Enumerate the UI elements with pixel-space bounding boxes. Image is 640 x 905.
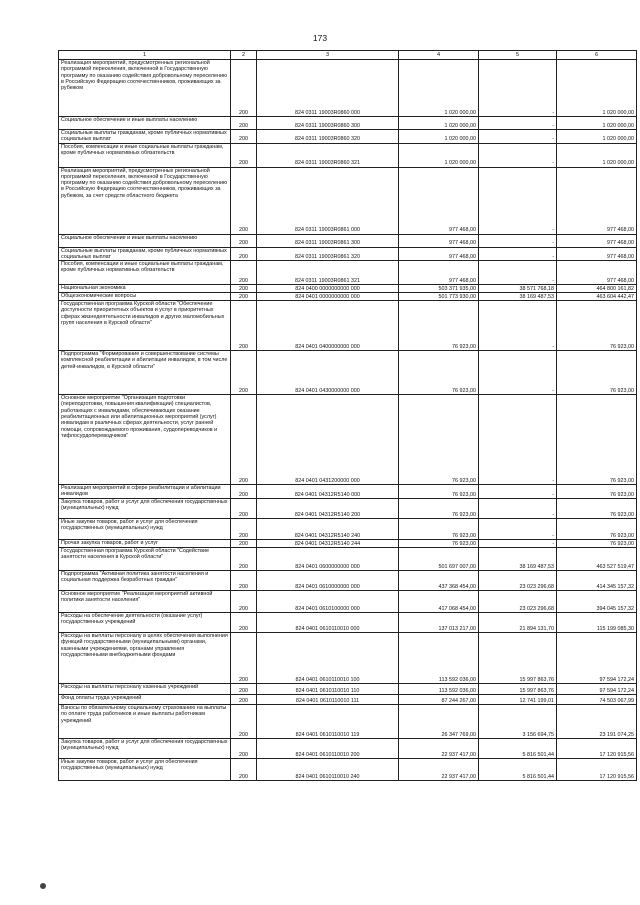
- row-value-4: 1 020 000,00: [399, 130, 479, 144]
- row-level: 200: [231, 285, 257, 293]
- row-level: 200: [231, 519, 257, 540]
- row-code: 824 0401 0610110010 111: [257, 695, 399, 705]
- row-value-6: 76 923,00: [557, 351, 637, 395]
- row-value-4: 87 244 267,00: [399, 695, 479, 705]
- table-row: [59, 519, 637, 540]
- row-value-4: 76 923,00: [399, 540, 479, 548]
- row-value-6: 463 604 442,47: [557, 293, 637, 301]
- table-header-row: [59, 51, 637, 60]
- row-value-4: 977 468,00: [399, 247, 479, 261]
- row-value-4: 76 923,00: [399, 519, 479, 540]
- row-code: 824 0401 0000000000 000: [257, 293, 399, 301]
- column-header: 4: [399, 51, 479, 60]
- row-level: 200: [231, 540, 257, 548]
- row-level: 200: [231, 684, 257, 695]
- row-name: Реализация мероприятий, предусмотренных региональной программой переселения, включенной в Государственную программу по оказанию содействия добровольному переселению в Российскую Федерацию соотечественников, проживающих за рубежом: [59, 60, 231, 117]
- row-value-4: 113 592 036,00: [399, 633, 479, 684]
- column-header: 2: [231, 51, 257, 60]
- row-value-5: -: [479, 130, 557, 144]
- row-level: 200: [231, 739, 257, 759]
- row-value-5: -: [479, 351, 557, 395]
- row-name: Закупка товаров, работ и услуг для обеспечения государственных (муниципальных) нужд: [59, 739, 231, 759]
- row-code: 824 0311 19003R0860 321: [257, 143, 399, 167]
- row-value-6: 394 045 157,32: [557, 591, 637, 613]
- row-value-6: 17 120 915,56: [557, 759, 637, 781]
- table-row: [59, 130, 637, 144]
- row-name: Фонд оплаты труда учреждений: [59, 695, 231, 705]
- row-level: 200: [231, 633, 257, 684]
- table-row: [59, 351, 637, 395]
- column-header: 3: [257, 51, 399, 60]
- row-value-4: 113 592 036,00: [399, 684, 479, 695]
- row-value-6: 76 923,00: [557, 395, 637, 485]
- row-name: Социальные выплаты гражданам, кроме публичных нормативных социальных выплат: [59, 130, 231, 144]
- row-name: Пособия, компенсации и иные социальные выплаты гражданам, кроме публичных нормативных обязательств: [59, 143, 231, 167]
- row-name: Закупка товаров, работ и услуг для обеспечения государственных (муниципальных) нужд: [59, 499, 231, 519]
- table-row: [59, 167, 637, 234]
- row-value-6: 977 468,00: [557, 247, 637, 261]
- row-code: 824 0311 19003R0861 000: [257, 167, 399, 234]
- row-value-6: 17 120 915,56: [557, 739, 637, 759]
- budget-table: [58, 50, 637, 781]
- table-row: [59, 548, 637, 571]
- table-row: [59, 759, 637, 781]
- row-name: Основное мероприятие "Реализация мероприятий активной политики занятости населения": [59, 591, 231, 613]
- row-name: Иные закупки товаров, работ и услуг для обеспечения государственных (муниципальных) нужд: [59, 519, 231, 540]
- row-value-5: 21 894 131,70: [479, 613, 557, 633]
- row-value-4: 1 020 000,00: [399, 117, 479, 130]
- row-name: Реализация мероприятий в сфере реабилитации и абилитации инвалидов: [59, 485, 231, 499]
- row-code: 824 0401 0610000000 000: [257, 571, 399, 591]
- row-name: Расходы на выплаты персоналу казенных учреждений: [59, 684, 231, 695]
- row-code: 824 0311 19003R0860 300: [257, 117, 399, 130]
- row-code: 824 0401 04312R5140 200: [257, 499, 399, 519]
- row-value-6: 463 527 519,47: [557, 548, 637, 571]
- table-row: [59, 301, 637, 351]
- table-row: [59, 485, 637, 499]
- row-value-4: 76 923,00: [399, 485, 479, 499]
- row-code: 824 0401 0610110010 000: [257, 613, 399, 633]
- row-value-5: 3 156 694,75: [479, 705, 557, 739]
- row-level: 200: [231, 351, 257, 395]
- row-code: 824 0311 19003R0861 320: [257, 247, 399, 261]
- table-row: [59, 739, 637, 759]
- row-value-4: 501 773 930,00: [399, 293, 479, 301]
- row-level: 200: [231, 247, 257, 261]
- row-value-6: 23 191 074,25: [557, 705, 637, 739]
- table-row: [59, 540, 637, 548]
- row-value-6: 1 020 000,00: [557, 130, 637, 144]
- row-level: 200: [231, 485, 257, 499]
- row-value-5: 5 816 501,44: [479, 759, 557, 781]
- row-value-6: 977 468,00: [557, 167, 637, 234]
- row-code: 824 0311 19003R0860 320: [257, 130, 399, 144]
- table-row: [59, 261, 637, 285]
- row-level: 200: [231, 130, 257, 144]
- row-value-4: 503 371 935,00: [399, 285, 479, 293]
- row-level: 200: [231, 143, 257, 167]
- table-row: [59, 571, 637, 591]
- table-row: [59, 143, 637, 167]
- row-name: Расходы на выплаты персоналу в целях обеспечения выполнения функций государственными (муниципальными) органами, казенными учреждениями, органами управления государственными внебюджетными фондами: [59, 633, 231, 684]
- row-value-6: 97 594 172,24: [557, 684, 637, 695]
- row-code: 824 0401 0600000000 000: [257, 548, 399, 571]
- row-value-6: 1 020 000,00: [557, 143, 637, 167]
- row-value-4: 1 020 000,00: [399, 60, 479, 117]
- row-name: Государственная программа Курской области "Обеспечение доступности приоритетных объектов и услуг в приоритетных сферах жизнедеятельности инвалидов и других маломобильных групп населения в Курской области": [59, 301, 231, 351]
- row-code: 824 0401 0431200000 000: [257, 395, 399, 485]
- row-value-6: 74 503 067,99: [557, 695, 637, 705]
- row-code: 824 0401 0610110010 119: [257, 705, 399, 739]
- row-value-4: 76 923,00: [399, 395, 479, 485]
- row-value-6: 76 923,00: [557, 499, 637, 519]
- row-level: 200: [231, 705, 257, 739]
- row-code: 824 0311 19003R0861 300: [257, 234, 399, 247]
- row-name: Иные закупки товаров, работ и услуг для обеспечения государственных (муниципальных) нужд: [59, 759, 231, 781]
- row-value-5: -: [479, 519, 557, 540]
- row-value-5: 38 571 768,18: [479, 285, 557, 293]
- row-value-6: 76 923,00: [557, 519, 637, 540]
- row-value-5: -: [479, 167, 557, 234]
- row-value-6: 414 345 157,32: [557, 571, 637, 591]
- row-code: 824 0311 19003R0861 321: [257, 261, 399, 285]
- row-value-5: -: [479, 60, 557, 117]
- row-value-6: 76 923,00: [557, 301, 637, 351]
- row-name: Государственная программа Курской области "Содействие занятости населения в Курской области": [59, 548, 231, 571]
- row-name: Основное мероприятие "Организация подготовки (переподготовки, повышения квалификации) специалистов, работающих с инвалидами, обеспечивающих оказание реабилитационных или абилитационных мероприятий (услуг) инвалидам в различных сферах деятельности, услуг ранней помощи, сопровождаемого проживания, сурдопереводчиков и тифлосурдопереводчиков": [59, 395, 231, 485]
- table-row: [59, 60, 637, 117]
- row-level: 200: [231, 301, 257, 351]
- row-value-5: -: [479, 143, 557, 167]
- row-name: Прочая закупка товаров, работ и услуг: [59, 540, 231, 548]
- row-code: 824 0401 0610110010 200: [257, 739, 399, 759]
- table-row: [59, 285, 637, 293]
- row-level: 200: [231, 571, 257, 591]
- row-value-4: 437 368 454,00: [399, 571, 479, 591]
- row-name: Общеэкономические вопросы: [59, 293, 231, 301]
- table-row: [59, 234, 637, 247]
- row-level: 200: [231, 591, 257, 613]
- row-value-6: 115 199 085,30: [557, 613, 637, 633]
- binder-hole: [40, 883, 46, 889]
- row-name: Национальная экономика: [59, 285, 231, 293]
- row-value-6: 76 923,00: [557, 485, 637, 499]
- row-level: 200: [231, 499, 257, 519]
- row-code: 824 0400 0000000000 000: [257, 285, 399, 293]
- row-value-6: 464 800 161,82: [557, 285, 637, 293]
- row-level: 200: [231, 548, 257, 571]
- row-name: Подпрограмма "Активная политика занятости населения и социальная поддержка безработных граждан": [59, 571, 231, 591]
- table-row: [59, 633, 637, 684]
- column-header: 5: [479, 51, 557, 60]
- row-value-6: 1 020 000,00: [557, 60, 637, 117]
- table-row: [59, 695, 637, 705]
- row-code: 824 0401 0430000000 000: [257, 351, 399, 395]
- row-value-5: 12 741 199,01: [479, 695, 557, 705]
- row-level: 200: [231, 117, 257, 130]
- row-value-4: 22 937 417,00: [399, 759, 479, 781]
- row-value-5: 15 997 863,76: [479, 633, 557, 684]
- row-name: Реализация мероприятий, предусмотренных региональной программой переселения, включенной в Государственную программу по оказанию содействия добровольному переселению в Российскую Федерацию соотечественников, проживающих за рубежом, за счет средств областного бюджета: [59, 167, 231, 234]
- row-level: 200: [231, 759, 257, 781]
- column-header: 1: [59, 51, 231, 60]
- row-value-5: 15 997 863,76: [479, 684, 557, 695]
- row-code: 824 0311 19003R0860 000: [257, 60, 399, 117]
- table-row: [59, 293, 637, 301]
- row-value-5: 23 023 296,68: [479, 571, 557, 591]
- row-value-5: 23 023 296,68: [479, 591, 557, 613]
- row-name: Подпрограмма "Формирование и совершенствование системы комплексной реабилитации и абилитации инвалидов, в том числе детей-инвалидов, в Курской области": [59, 351, 231, 395]
- row-value-4: 1 020 000,00: [399, 143, 479, 167]
- row-value-5: -: [479, 499, 557, 519]
- row-level: 200: [231, 293, 257, 301]
- row-level: 200: [231, 695, 257, 705]
- row-name: Социальное обеспечение и иные выплаты населению: [59, 234, 231, 247]
- row-value-4: 977 468,00: [399, 167, 479, 234]
- row-level: 200: [231, 261, 257, 285]
- row-value-4: 977 468,00: [399, 261, 479, 285]
- row-value-6: 977 468,00: [557, 234, 637, 247]
- row-value-5: -: [479, 485, 557, 499]
- row-level: 200: [231, 167, 257, 234]
- row-code: 824 0401 04312R5140 240: [257, 519, 399, 540]
- row-code: 824 0401 0610110010 240: [257, 759, 399, 781]
- row-value-6: 76 923,00: [557, 540, 637, 548]
- row-value-5: -: [479, 117, 557, 130]
- row-value-5: -: [479, 247, 557, 261]
- table-row: [59, 117, 637, 130]
- row-value-5: -: [479, 234, 557, 247]
- row-name: Взносы по обязательному социальному страхованию на выплаты по оплате труда работников и иные выплаты работникам учреждений: [59, 705, 231, 739]
- row-value-4: 501 697 007,00: [399, 548, 479, 571]
- table-row: [59, 613, 637, 633]
- row-value-5: -: [479, 395, 557, 485]
- row-code: 824 0401 0610100000 000: [257, 591, 399, 613]
- table-row: [59, 247, 637, 261]
- row-value-5: -: [479, 261, 557, 285]
- table-row: [59, 684, 637, 695]
- table-row: [59, 395, 637, 485]
- row-level: 200: [231, 234, 257, 247]
- column-header: 6: [557, 51, 637, 60]
- row-value-4: 417 068 454,00: [399, 591, 479, 613]
- row-value-6: 97 594 172,24: [557, 633, 637, 684]
- row-value-5: 38 169 487,53: [479, 548, 557, 571]
- table-row: [59, 705, 637, 739]
- row-level: 200: [231, 613, 257, 633]
- row-value-5: -: [479, 301, 557, 351]
- row-value-5: 38 169 487,53: [479, 293, 557, 301]
- row-name: Расходы на обеспечение деятельности (оказание услуг) государственных учреждений: [59, 613, 231, 633]
- row-code: 824 0401 0610110010 110: [257, 684, 399, 695]
- row-code: 824 0401 04312R5140 000: [257, 485, 399, 499]
- table-row: [59, 499, 637, 519]
- row-level: 200: [231, 395, 257, 485]
- page-number: 173: [312, 33, 328, 43]
- row-value-4: 22 937 417,00: [399, 739, 479, 759]
- row-value-4: 76 923,00: [399, 499, 479, 519]
- row-code: 824 0401 0610110010 100: [257, 633, 399, 684]
- row-value-6: 1 020 000,00: [557, 117, 637, 130]
- row-value-4: 76 923,00: [399, 301, 479, 351]
- row-name: Пособия, компенсации и иные социальные выплаты гражданам, кроме публичных нормативных обязательств: [59, 261, 231, 285]
- row-value-6: 977 468,00: [557, 261, 637, 285]
- row-value-5: 5 816 501,44: [479, 739, 557, 759]
- row-name: Социальные выплаты гражданам, кроме публичных нормативных социальных выплат: [59, 247, 231, 261]
- row-value-5: -: [479, 540, 557, 548]
- row-level: 200: [231, 60, 257, 117]
- row-value-4: 137 013 217,00: [399, 613, 479, 633]
- row-value-4: 977 468,00: [399, 234, 479, 247]
- row-value-4: 26 347 769,00: [399, 705, 479, 739]
- row-code: 824 0401 0400000000 000: [257, 301, 399, 351]
- row-name: Социальное обеспечение и иные выплаты населению: [59, 117, 231, 130]
- table-row: [59, 591, 637, 613]
- row-code: 824 0401 04312R5140 244: [257, 540, 399, 548]
- row-value-4: 76 923,00: [399, 351, 479, 395]
